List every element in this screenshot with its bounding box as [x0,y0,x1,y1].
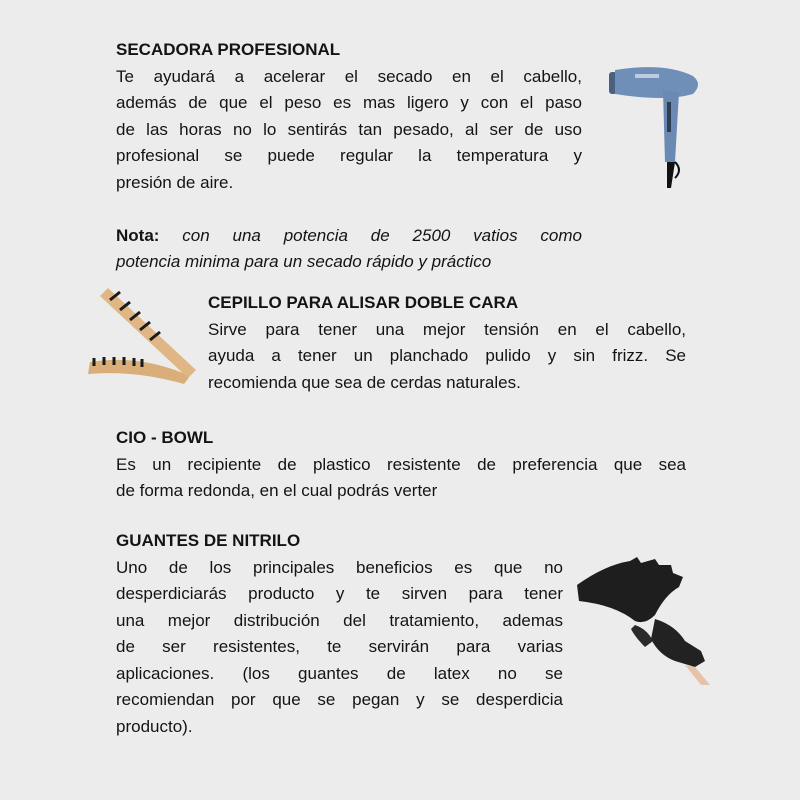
note-text: con una potencia de 2500 vatios como [182,225,582,245]
section-title: SECADORA PROFESIONAL [116,40,341,59]
hair-dryer-image [605,62,705,190]
section-title: CIO - BOWL [116,428,214,447]
text-line: Te ayudará a acelerar el secado en el cabello, [116,66,582,86]
text-line: presión de aire. [116,172,234,192]
text-line: Uno de los principales beneficios es que no [116,557,563,577]
note-label: Nota: [116,225,160,245]
text-line: de las horas no lo sentirás tan pesado, al ser de uso [116,119,582,139]
text-line: recomienda que sea de cerdas naturales. [208,372,521,392]
text-line: una mejor distribución del tratamiento, ademas [116,610,563,630]
section-gloves [116,528,563,740]
section-cio-bowl [116,425,686,505]
text-line: de ser resistentes, te servirán para varias [116,637,563,656]
text-line: ayuda a tener un planchado pulido y sin frizz. Se [208,346,686,365]
text-line: producto). [116,716,193,736]
text-line: recomiendan por que se pegan y se desperdicia [116,690,563,709]
section-title: GUANTES DE NITRILO [116,531,301,550]
text-line: aplicaciones. (los guantes de latex no se [116,663,563,683]
nitrile-gloves-image [575,555,710,685]
section-title: CEPILLO PARA ALISAR DOBLE CARA [208,293,519,312]
text-line: de forma redonda, en el cual podrás verter [116,481,438,500]
section-hair-dryer [116,37,582,276]
text-line: desperdiciarás producto y te sirven para tener [116,584,563,603]
text-line: Sirve para tener una mejor tensión en el cabello, [208,319,686,339]
text-line: profesional se puede regular la temperatura y [116,146,582,165]
text-line: Es un recipiente de plastico resistente de preferencia que sea [116,454,686,474]
double-sided-brush-image [80,284,205,386]
text-line: además de que el peso es mas ligero y con el paso [116,93,582,112]
section-brush [208,290,686,396]
note-line [116,223,582,250]
note-line: potencia minima para un secado rápido y práctico [116,252,492,271]
